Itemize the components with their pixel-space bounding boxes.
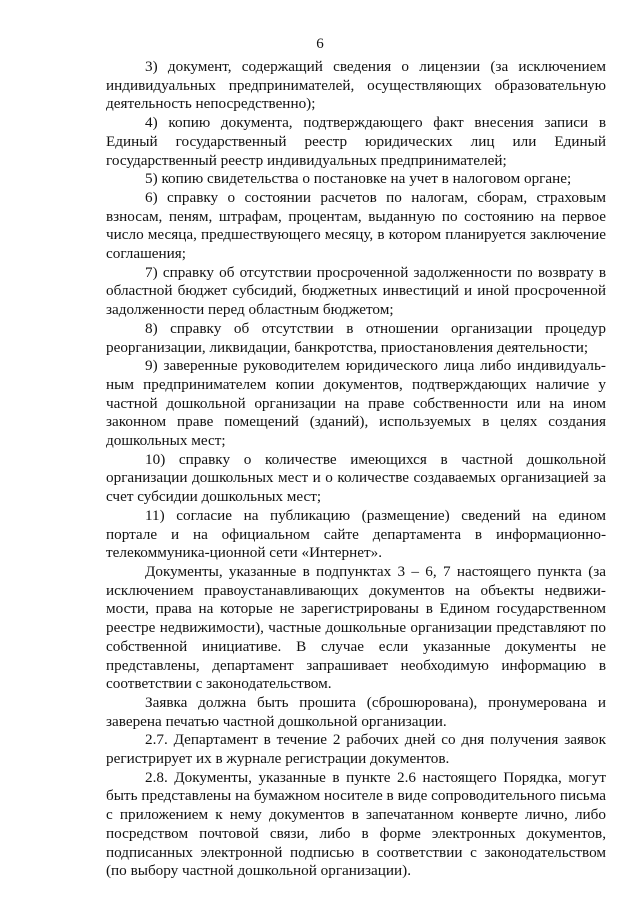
paragraph-section-2-7: 2.7. Департамент в течение 2 рабочих дней со дня получения заявок регистрирует их в журнале регистрации документов. [106, 731, 606, 768]
paragraph-item-8: 8) справку об отсутствии в отношении организации процедур реорганизации, ликвидации, банкротства, приостановления деятельности; [106, 319, 606, 356]
paragraph-item-11: 11) согласие на публикацию (размещение) сведений на едином портале и на официальном сайте департамента в информационно-телекоммуника-ционной сети «Интернет». [106, 506, 606, 562]
paragraph-documents-note: Документы, указанные в подпунктах 3 – 6, 7 настоящего пункта (за исключением правоустанавливающих документов на объекты недвижи-мости, права на которые не зарегистрированы в Едином государственном реестре недвижимости), частные дошкольные организации представляют по собственной инициативе. В случае если указанные документы не представлены, департамент запрашивает необходимую информацию в соответствии с законодательством. [106, 562, 606, 693]
paragraph-item-5: 5) копию свидетельства о постановке на учет в налоговом органе; [145, 170, 572, 188]
paragraph-application-binding: Заявка должна быть прошита (сброшюрована), пронумерована и заверена печатью частной дошкольной организации. [106, 693, 606, 730]
paragraph-item-7: 7) справку об отсутствии просроченной задолженности по возврату в областной бюджет субсидий, бюджетных инвестиций и иной просроченной задолженности перед областным бюджетом; [106, 263, 606, 319]
document-body [106, 58, 606, 881]
paragraph-item-10: 10) справку о количестве имеющихся в частной дошкольной организации дошкольных мест и о количестве создаваемых организацией за счет субсидии дошкольных мест; [106, 450, 606, 506]
paragraph-section-2-8: 2.8. Документы, указанные в пункте 2.6 настоящего Порядка, могут быть представлены на бумажном носителе в виде сопроводительного письма с приложением к нему документов в запечатанном конверте лично, либо посредством почтовой связи, либо в форме электронных документов, подписанных электронной подписью в соответствии с законодательством (по выбору частной дошкольной организации). [106, 768, 606, 880]
page-number: 6 [316, 36, 324, 52]
paragraph-item-3: 3) документ, содержащий сведения о лицензии (за исключением индивидуальных предпринимателей, осуществляющих образовательную деятельность непосредственно); [106, 58, 606, 113]
paragraph-item-6: 6) справку о состоянии расчетов по налогам, сборам, страховым взносам, пеням, штрафам, процентам, выданную по состоянию на первое число месяца, предшествующего месяцу, в котором планируется заключение соглашения; [106, 188, 606, 263]
paragraph-item-4: 4) копию документа, подтверждающего факт внесения записи в Единый государственный реестр юридических лиц или Единый государственный реестр индивидуальных предпринимателей; [106, 114, 606, 169]
paragraph-item-9: 9) заверенные руководителем юридического лица либо индивидуаль-ным предпринимателем копии документов, подтверждающих наличие у частной дошкольной организации на праве собственности или на ином законном праве помещений (зданий), используемых в целях создания дошкольных мест; [106, 357, 606, 450]
